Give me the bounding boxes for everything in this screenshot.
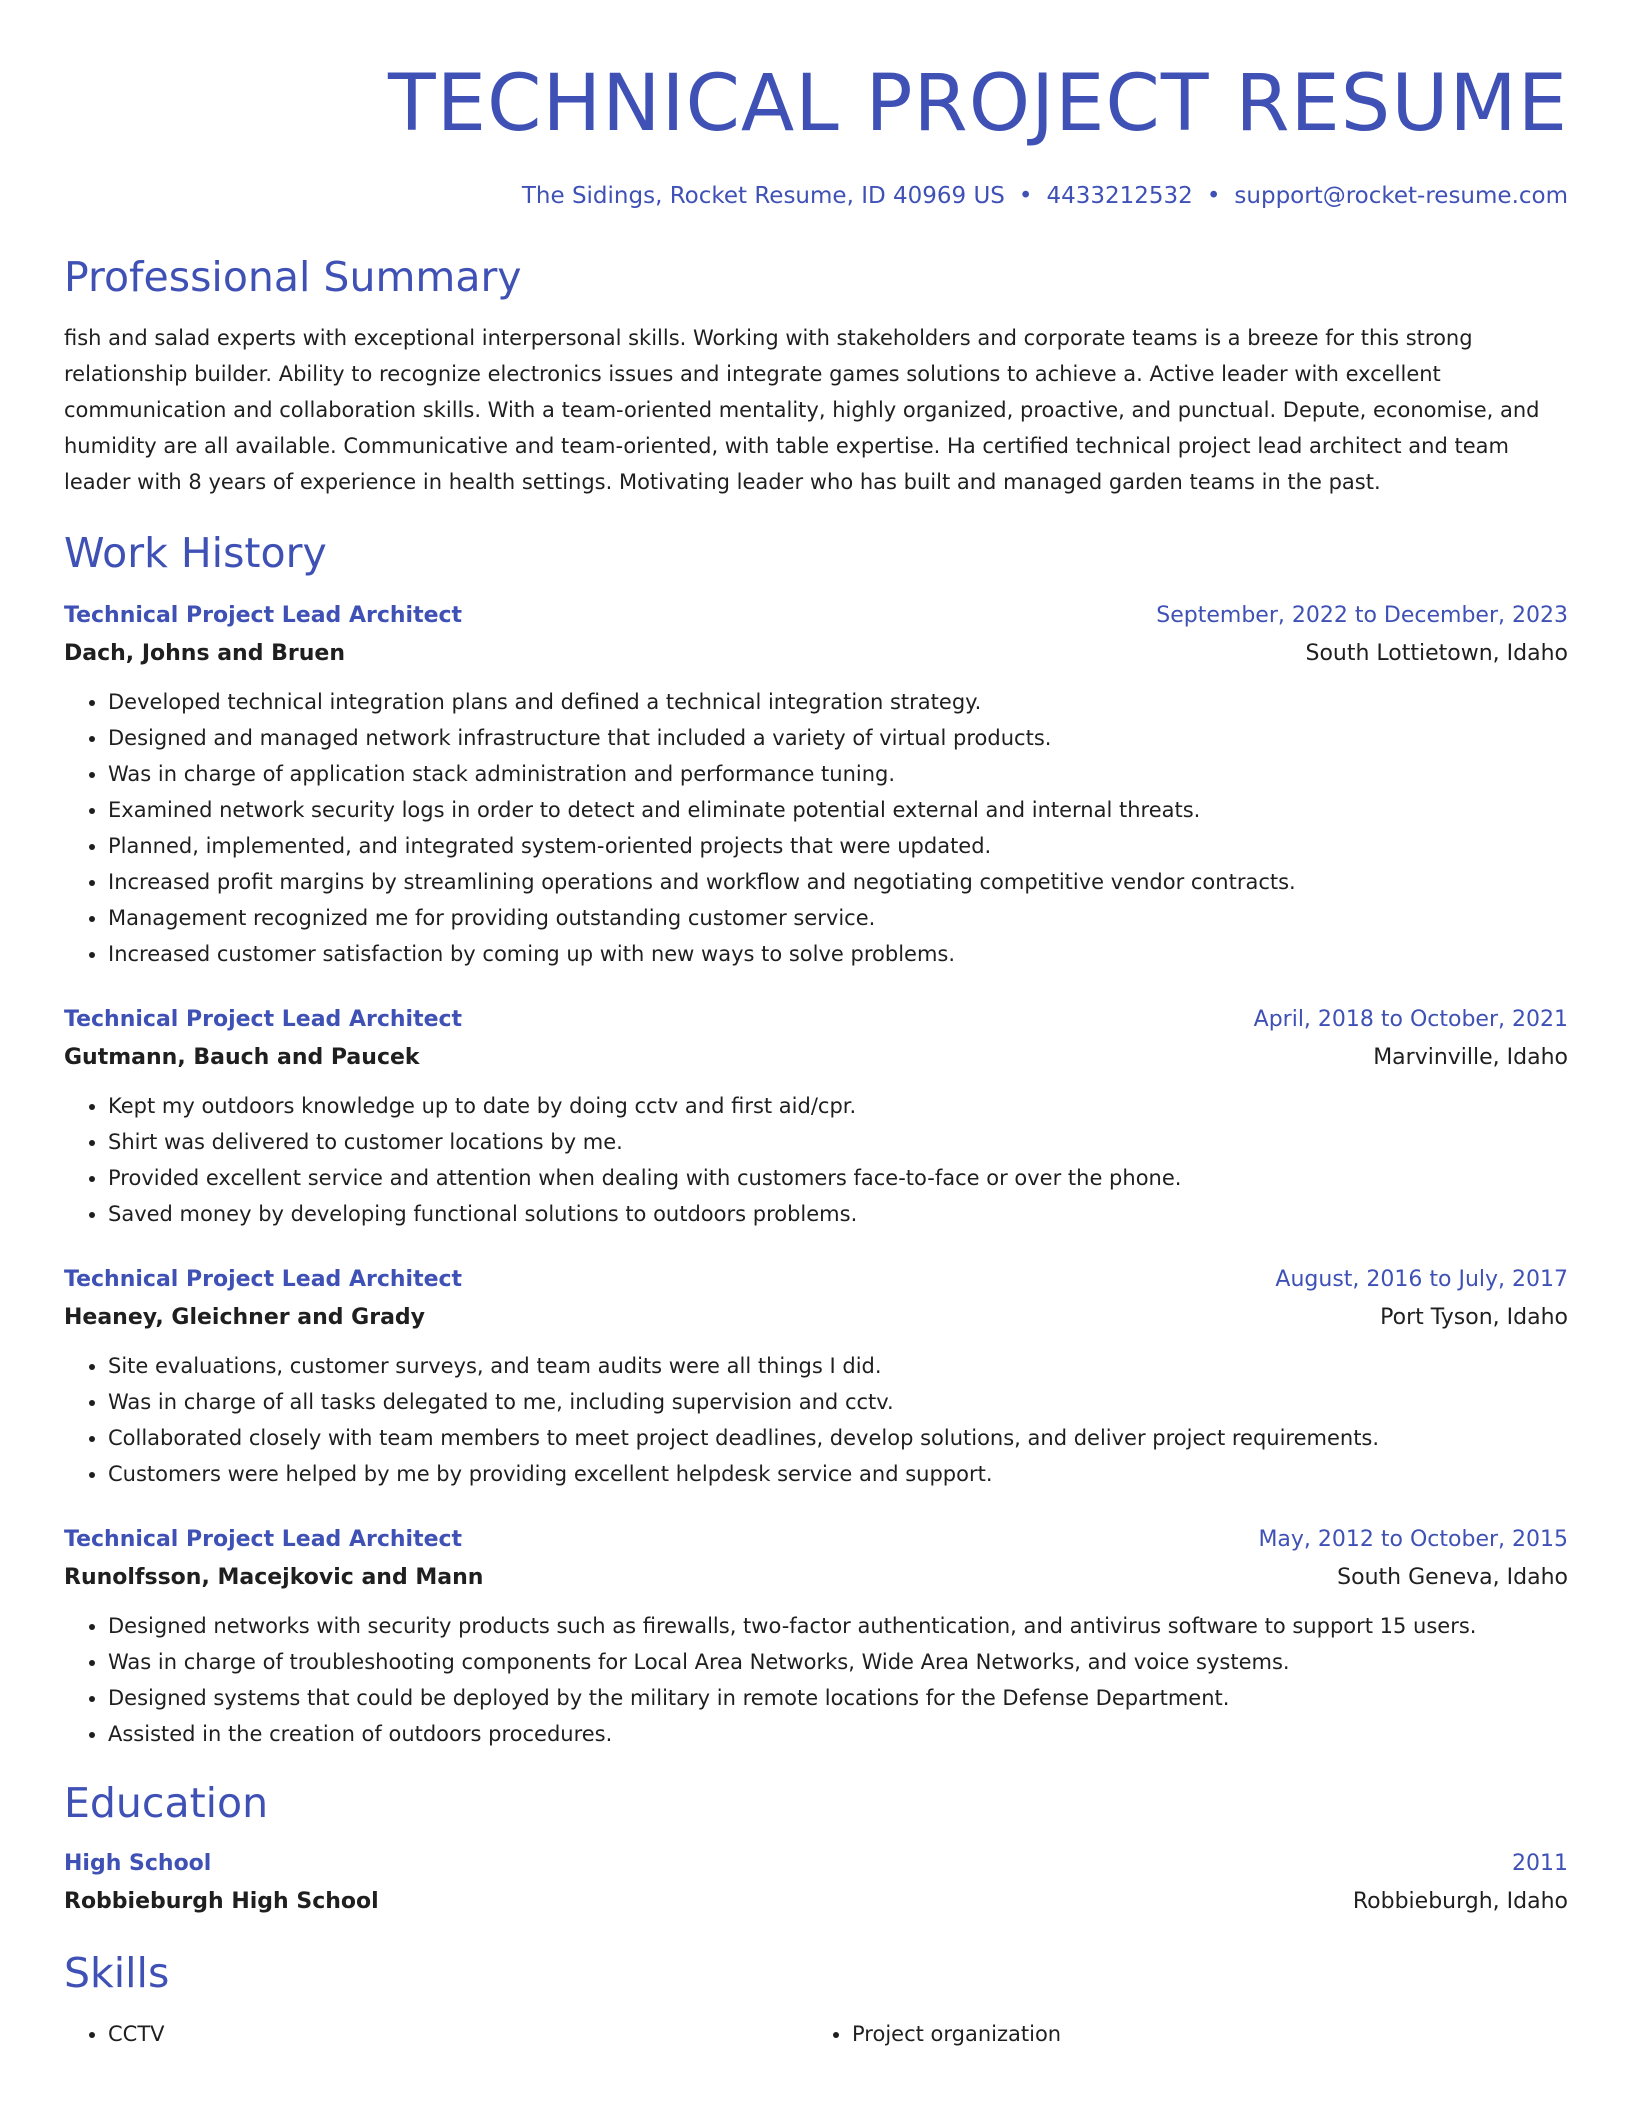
education-entry (64, 1846, 1568, 1922)
education-location: Robbieburgh, Idaho (1352, 1889, 1568, 1914)
work-history-heading: Work History (64, 529, 327, 577)
education-degree: High School (64, 1851, 212, 1876)
job-entry (64, 1522, 1568, 1752)
job-row-top (64, 1522, 1568, 1558)
contact-separator: • (1018, 183, 1033, 209)
job-dates: September, 2022 to December, 2023 (1156, 603, 1568, 628)
job-title: Technical Project Lead Architect (64, 1527, 463, 1552)
job-entry (64, 1002, 1568, 1232)
skills-list (64, 2016, 1568, 2052)
job-bullet: • Assisted in the creation of outdoors procedures. (108, 1716, 1568, 1752)
job-row-bottom (64, 634, 1568, 674)
job-location: Marvinville, Idaho (1373, 1045, 1568, 1070)
skills-column-left (64, 2016, 808, 2052)
job-bullets (64, 1348, 1568, 1492)
contact-phone: 4433212532 (1046, 183, 1193, 209)
job-bullet: • Shirt was delivered to customer locations by me. (108, 1124, 1568, 1160)
job-entry (64, 1262, 1568, 1492)
job-location: Port Tyson, Idaho (1380, 1305, 1568, 1330)
job-bullet: • Planned, implemented, and integrated system-oriented projects that were updated. (108, 828, 1568, 864)
job-title: Technical Project Lead Architect (64, 1267, 463, 1292)
summary-text: fish and salad experts with exceptional interpersonal skills. Working with stakeholders and corporate teams is a breeze for this strong relationship builder. Ability to recognize electronics issues and integrate games solutions to achieve a. Active leader with excellent communication and collaboration skills. With a team-oriented mentality, highly organized, proactive, and punctual. Depute, economise, and humidity are all available. Communicative and team-oriented, with table expertise. Ha certified technical project lead architect and team leader with 8 years of experience in health settings. Motivating leader who has built and managed garden teams in the past. (64, 326, 1540, 494)
job-bullet: • Management recognized me for providing outstanding customer service. (108, 900, 1568, 936)
education-school: Robbieburgh High School (64, 1889, 379, 1914)
job-bullets (64, 684, 1568, 972)
job-bullet: • Increased profit margins by streamlining operations and workflow and negotiating competitive vendor contracts. (108, 864, 1568, 900)
job-entry (64, 598, 1568, 972)
work-history-list (64, 598, 1568, 1752)
job-bullet: • Increased customer satisfaction by coming up with new ways to solve problems. (108, 936, 1568, 972)
education-heading: Education (64, 1779, 269, 1827)
job-bullet: • Site evaluations, customer surveys, and team audits were all things I did. (108, 1348, 1568, 1384)
job-bullet: • Developed technical integration plans and defined a technical integration strategy. (108, 684, 1568, 720)
education-year: 2011 (1512, 1851, 1568, 1876)
resume-title: TECHNICAL PROJECT RESUME (388, 59, 1568, 149)
job-bullet: • Collaborated closely with team members to meet project deadlines, develop solutions, and deliver project requirements. (108, 1420, 1568, 1456)
job-company: Dach, Johns and Bruen (64, 641, 345, 666)
education-row-top (64, 1846, 1568, 1882)
job-bullets (64, 1608, 1568, 1752)
job-row-bottom (64, 1038, 1568, 1078)
contact-email: support@rocket-resume.com (1234, 183, 1568, 209)
job-location: South Geneva, Idaho (1337, 1565, 1568, 1590)
job-bullet: • Was in charge of all tasks delegated to me, including supervision and cctv. (108, 1384, 1568, 1420)
contact-address: The Sidings, Rocket Resume, ID 40969 US (521, 183, 1005, 209)
job-bullet: • Customers were helped by me by providing excellent helpdesk service and support. (108, 1456, 1568, 1492)
skill-item: • CCTV (108, 2016, 808, 2052)
job-dates: August, 2016 to July, 2017 (1275, 1267, 1568, 1292)
job-bullet: • Was in charge of troubleshooting components for Local Area Networks, Wide Area Networks, and voice systems. (108, 1644, 1568, 1680)
job-row-top (64, 1002, 1568, 1038)
job-company: Gutmann, Bauch and Paucek (64, 1045, 420, 1070)
job-bullets (64, 1088, 1568, 1232)
job-bullet: • Was in charge of application stack administration and performance tuning. (108, 756, 1568, 792)
job-bullet: • Kept my outdoors knowledge up to date by doing cctv and first aid/cpr. (108, 1088, 1568, 1124)
skill-item: • Project organization (852, 2016, 1552, 2052)
job-title: Technical Project Lead Architect (64, 603, 463, 628)
job-bullet: • Designed networks with security products such as firewalls, two-factor authentication, and antivirus software to support 15 users. (108, 1608, 1568, 1644)
job-bullet: • Designed and managed network infrastructure that included a variety of virtual products. (108, 720, 1568, 756)
job-row-bottom (64, 1298, 1568, 1338)
skills-column-right (808, 2016, 1552, 2052)
summary-heading: Professional Summary (64, 253, 522, 301)
skills-heading: Skills (64, 1949, 170, 1997)
job-row-bottom (64, 1558, 1568, 1598)
contact-separator: • (1206, 183, 1221, 209)
job-bullet: • Designed systems that could be deployed by the military in remote locations for the Defense Department. (108, 1680, 1568, 1716)
job-bullet: • Provided excellent service and attention when dealing with customers face-to-face or over the phone. (108, 1160, 1568, 1196)
job-location: South Lottietown, Idaho (1305, 641, 1568, 666)
job-row-top (64, 598, 1568, 634)
job-dates: April, 2018 to October, 2021 (1253, 1007, 1568, 1032)
job-bullet: • Examined network security logs in order to detect and eliminate potential external and internal threats. (108, 792, 1568, 828)
job-row-top (64, 1262, 1568, 1298)
job-company: Heaney, Gleichner and Grady (64, 1305, 426, 1330)
contact-line (64, 180, 1568, 212)
job-dates: May, 2012 to October, 2015 (1258, 1527, 1568, 1552)
job-bullet: • Saved money by developing functional solutions to outdoors problems. (108, 1196, 1568, 1232)
education-row-bottom (64, 1882, 1568, 1922)
job-title: Technical Project Lead Architect (64, 1007, 463, 1032)
job-company: Runolfsson, Macejkovic and Mann (64, 1565, 484, 1590)
